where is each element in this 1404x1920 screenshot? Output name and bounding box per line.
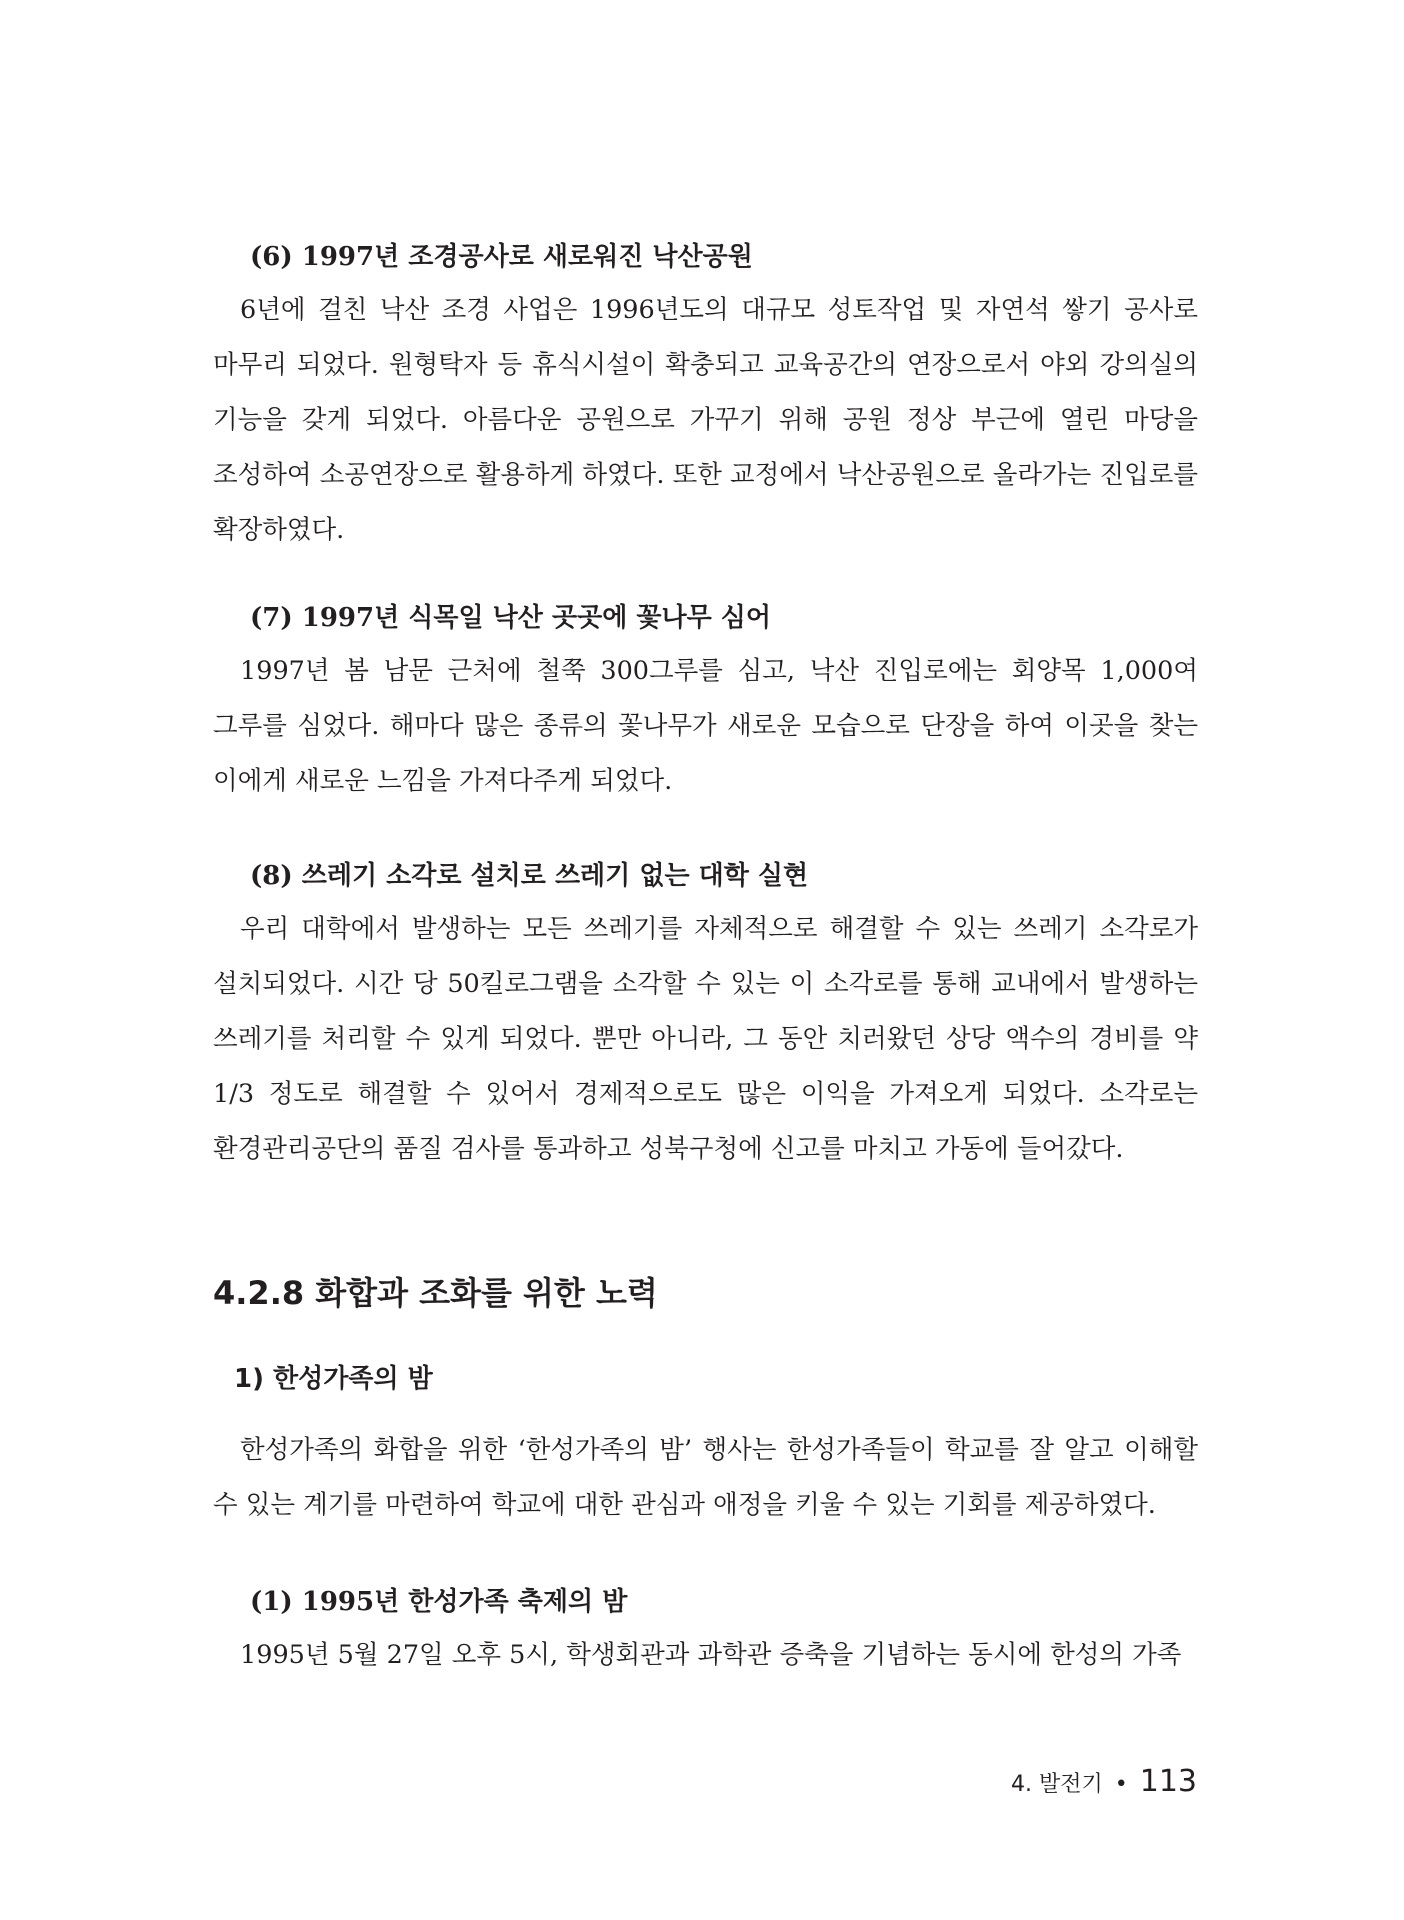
footer-chapter: 4. 발전기: [1011, 1772, 1103, 1797]
section-heading-7: (7) 1997년 식목일 낙산 곳곳에 꽃나무 심어: [250, 603, 771, 633]
section-heading-8: (8) 쓰레기 소각로 설치로 쓰레기 없는 대학 실현: [250, 861, 809, 891]
section-body-7: 1997년 봄 남문 근처에 철쭉 300그루를 심고, 낙산 진입로에는 회양목 1,000여 그루를 심었다. 해마다 많은 종류의 꽃나무가 새로운 모습으로 단장을 하여 이곳을 찾는 이에게 새로운 느낌을 가져다주게 되었다.: [213, 656, 1198, 796]
page-number: 113: [1139, 1764, 1197, 1799]
page-footer: [1011, 1764, 1197, 1799]
section-heading-6: (6) 1997년 조경공사로 새로워진 낙산공원: [250, 242, 753, 272]
sub-heading-1: (1) 1995년 한성가족 축제의 밤: [250, 1587, 628, 1617]
item-body-1: 한성가족의 화합을 위한 ‘한성가족의 밤’ 행사는 한성가족들이 학교를 잘 알고 이해할 수 있는 계기를 마련하여 학교에 대한 관심과 애정을 키울 수 있는 기회를 제공하였다.: [213, 1435, 1198, 1520]
footer-bullet: •: [1114, 1772, 1128, 1797]
section-body-8: 우리 대학에서 발생하는 모든 쓰레기를 자체적으로 해결할 수 있는 쓰레기 소각로가 설치되었다. 시간 당 50킬로그램을 소각할 수 있는 이 소각로를 통해 교내에서 발생하는 쓰레기를 처리할 수 있게 되었다. 뿐만 아니라, 그 동안 치러왔던 상당 액수의 경비를 약 1/3 정도로 해결할 수 있어서 경제적으로도 많은 이익을 가져오게 되었다. 소각로는 환경관리공단의 품질 검사를 통과하고 성북구청에 신고를 마치고 가동에 들어갔다.: [213, 914, 1198, 1164]
sub-body-1: 1995년 5월 27일 오후 5시, 학생회관과 과학관 증축을 기념하는 동시에 한성의 가족: [240, 1640, 1182, 1670]
chapter-section-heading: 4.2.8 화합과 조화를 위한 노력: [213, 1274, 658, 1312]
section-body-6: 6년에 걸친 낙산 조경 사업은 1996년도의 대규모 성토작업 및 자연석 쌓기 공사로 마무리 되었다. 원형탁자 등 휴식시설이 확충되고 교육공간의 연장으로서 야외 강의실의 기능을 갖게 되었다. 아름다운 공원으로 가꾸기 위해 공원 정상 부근에 열린 마당을 조성하여 소공연장으로 활용하게 하였다. 또한 교정에서 낙산공원으로 올라가는 진입로를 확장하였다.: [213, 295, 1198, 545]
item-heading-1: 1) 한성가족의 밤: [234, 1364, 433, 1394]
